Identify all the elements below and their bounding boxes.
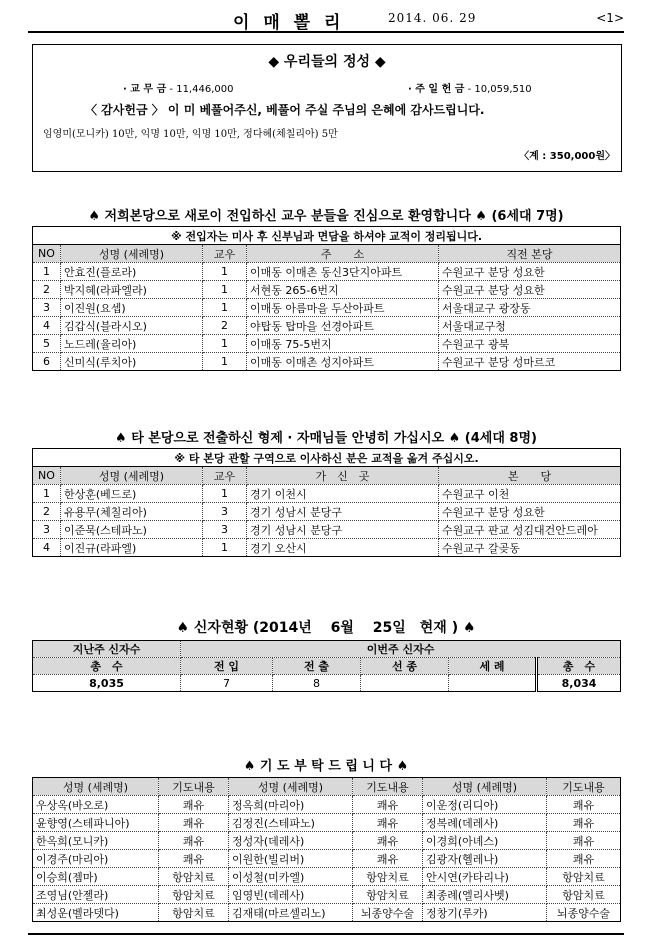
address: 경기 성남시 분당구 (247, 521, 439, 539)
parish: 수원교구 분당 성요한 (439, 263, 621, 281)
member-name: 박지혜(라파엘라) (61, 281, 203, 299)
footer-rule (28, 933, 624, 935)
table-row (33, 317, 621, 335)
prayer-intention: 항암치료 (159, 886, 229, 904)
column-header: 성명 (세례명) (61, 245, 203, 263)
prayer-name: 임영빈(데레사) (229, 886, 353, 904)
died-value (361, 675, 449, 692)
member-name: 노드레(율리아) (61, 335, 203, 353)
member-count: 3 (203, 521, 247, 539)
table-header-row (33, 778, 621, 796)
prayer-intention: 쾌유 (547, 814, 621, 832)
prayer-intention: 쾌유 (353, 814, 423, 832)
prayer-name: 정복례(데레사) (423, 814, 547, 832)
table-row (33, 904, 621, 922)
table-row (33, 353, 621, 371)
bulletin-date: 2014. 06. 29 (388, 11, 477, 25)
this-total-value: 8,034 (537, 675, 621, 692)
address: 경기 오산시 (247, 539, 439, 557)
table-row (33, 281, 621, 299)
stats-table (32, 640, 621, 692)
prayer-intention: 쾌유 (159, 832, 229, 850)
thanks-text: 이 미 베풀어주신, 베풀어 주실 주님의 은혜에 감사드립니다. (167, 103, 485, 117)
address: 이매동 아름마을 두산아파트 (247, 299, 439, 317)
prayer-heading: ♠ 기 도 부 탁 드 립 니 다 ♠ (243, 759, 409, 774)
column-header: 기도내용 (159, 778, 229, 796)
last-week-label: 지난주 신자수 (33, 641, 181, 658)
thanks-people: 임영미(모니카) 10만, 익명 10만, 익명 10만, 정다혜(체칠리아) 5만 (43, 129, 338, 140)
member-name: 이진규(라파엘) (61, 539, 203, 557)
member-name: 김갑식(블라시오) (61, 317, 203, 335)
kyomu-label: · 교 무 금 (123, 84, 167, 95)
prayer-name: 안시연(카타리나) (423, 868, 547, 886)
prayer-intention: 쾌유 (353, 832, 423, 850)
thanks-notice (85, 101, 485, 118)
table-row (33, 299, 621, 317)
parish: 서울대교구청 (439, 317, 621, 335)
parish: 수원교구 판교 성김대건안드레아 (439, 521, 621, 539)
parish: 수원교구 분당 성마르코 (439, 353, 621, 371)
table-row (33, 539, 621, 557)
table-row (33, 868, 621, 886)
prayer-name: 정창기(루카) (423, 904, 547, 922)
table-header-row (33, 467, 621, 485)
row-number: 6 (33, 353, 61, 371)
member-count: 1 (203, 335, 247, 353)
table-row (33, 814, 621, 832)
last-total-label: 총 수 (33, 658, 181, 675)
column-header: 주 소 (247, 245, 439, 263)
transfer-out-note: ※ 타 본당 관할 구역으로 이사하신 분은 교적을 옮겨 주십시오. (33, 449, 621, 467)
page-number: <1> (596, 11, 624, 25)
bulletin-title: 이 매 뽈 리 (233, 13, 345, 33)
transfer-in-table (32, 226, 621, 371)
row-number: 1 (33, 485, 61, 503)
bulletin-header (28, 8, 624, 33)
this-week-label: 이번주 신자수 (181, 641, 621, 658)
member-count: 2 (203, 317, 247, 335)
prayer-name: 최성운(벨라뎃다) (33, 904, 159, 922)
table-row (33, 886, 621, 904)
member-count: 1 (203, 353, 247, 371)
kyomu-value: - 11,446,000 (169, 84, 234, 95)
parish: 수원교구 광북 (439, 335, 621, 353)
prayer-intention: 쾌유 (159, 850, 229, 868)
row-number: 3 (33, 521, 61, 539)
member-name: 유용무(체칠리아) (61, 503, 203, 521)
row-number: 3 (33, 299, 61, 317)
prayer-intention: 항암치료 (159, 904, 229, 922)
member-name: 한상훈(베드로) (61, 485, 203, 503)
offering-title: ◆ 우리들의 정성 ◆ (268, 54, 386, 70)
column-header: 기도내용 (353, 778, 423, 796)
kyomu-sum (123, 80, 233, 95)
baptism-value (449, 675, 537, 692)
prayer-name: 이경주(마리아) (33, 850, 159, 868)
column-header: 가 신 곳 (247, 467, 439, 485)
table-row (33, 832, 621, 850)
member-count: 3 (203, 503, 247, 521)
offering-box (32, 44, 622, 172)
column-header: 교우 (203, 467, 247, 485)
thanks-label: 〈 감사헌금 〉 (85, 103, 164, 117)
prayer-name: 정옥희(마리아) (229, 796, 353, 814)
prayer-name: 이운정(리디아) (423, 796, 547, 814)
column-header: 본 당 (439, 467, 621, 485)
column-header: 직전 본당 (439, 245, 621, 263)
col-died: 선 종 (361, 658, 449, 675)
out-value: 8 (273, 675, 361, 692)
member-name: 이진원(요셉) (61, 299, 203, 317)
address: 경기 이천시 (247, 485, 439, 503)
address: 이매동 이매촌 성지아파트 (247, 353, 439, 371)
table-header-row (33, 245, 621, 263)
row-number: 1 (33, 263, 61, 281)
prayer-name: 이원한(빌리버) (229, 850, 353, 868)
prayer-intention: 뇌종양수술 (547, 904, 621, 922)
prayer-intention: 쾌유 (159, 796, 229, 814)
address: 이매동 75-5번지 (247, 335, 439, 353)
table-row (33, 503, 621, 521)
prayer-name: 김광자(헬레나) (423, 850, 547, 868)
row-number: 4 (33, 539, 61, 557)
member-count: 1 (203, 485, 247, 503)
table-row (33, 263, 621, 281)
prayer-intention: 항암치료 (353, 886, 423, 904)
column-header: NO (33, 467, 61, 485)
prayer-intention: 쾌유 (159, 814, 229, 832)
prayer-intention: 뇌종양수술 (353, 904, 423, 922)
member-name: 이준묵(스테파노) (61, 521, 203, 539)
prayer-name: 이경희(아녜스) (423, 832, 547, 850)
thanks-total: 〈계 : 350,000원〉 (519, 151, 615, 162)
prayer-name: 이성철(미카엘) (229, 868, 353, 886)
member-count: 1 (203, 299, 247, 317)
col-in: 전 입 (181, 658, 273, 675)
parish: 수원교구 이천 (439, 485, 621, 503)
column-header: 성명 (세례명) (33, 778, 159, 796)
header-rule (28, 31, 624, 33)
column-header: NO (33, 245, 61, 263)
in-value: 7 (181, 675, 273, 692)
transfer-out-heading: ♠ 타 본당으로 전출하신 형제 · 자매님들 안녕히 가십시오 ♠ (4세대 8명) (115, 431, 537, 446)
prayer-name: 최종례(엘리사벳) (423, 886, 547, 904)
prayer-intention: 항암치료 (159, 868, 229, 886)
juil-value: - 10,059,510 (467, 84, 532, 95)
col-out: 전 출 (273, 658, 361, 675)
member-name: 안효진(플로라) (61, 263, 203, 281)
row-number: 2 (33, 503, 61, 521)
prayer-name: 김재태(마르셀리노) (229, 904, 353, 922)
prayer-intention: 항암치료 (547, 868, 621, 886)
prayer-intention: 쾌유 (353, 796, 423, 814)
table-row (33, 521, 621, 539)
member-count: 1 (203, 281, 247, 299)
address: 서현동 265-6번지 (247, 281, 439, 299)
juil-label: · 주 일 헌 금 (408, 84, 465, 95)
col-baptism: 세 례 (449, 658, 537, 675)
prayer-name: 조영님(안젤라) (33, 886, 159, 904)
member-name: 신미식(루치아) (61, 353, 203, 371)
prayer-intention: 쾌유 (547, 850, 621, 868)
prayer-name: 우상옥(바오로) (33, 796, 159, 814)
member-count: 1 (203, 263, 247, 281)
table-row (33, 335, 621, 353)
transfer-out-table (32, 448, 621, 557)
prayer-name: 김정진(스테파노) (229, 814, 353, 832)
prayer-name: 한옥희(모니카) (33, 832, 159, 850)
prayer-table (32, 777, 621, 922)
parish: 수원교구 분당 성요한 (439, 281, 621, 299)
member-count: 1 (203, 539, 247, 557)
transfer-in-heading: ♠ 저희본당으로 새로이 전입하신 교우 분들을 진심으로 환영합니다 ♠ (6세대 7명) (88, 209, 564, 224)
prayer-intention: 항암치료 (353, 868, 423, 886)
stats-heading: ♠ 신자현황 (2014년 6월 25일 현재 ) ♠ (176, 620, 476, 636)
prayer-name: 정성자(데레사) (229, 832, 353, 850)
row-number: 5 (33, 335, 61, 353)
address: 경기 성남시 분당구 (247, 503, 439, 521)
column-header: 성명 (세례명) (423, 778, 547, 796)
last-total-value: 8,035 (33, 675, 181, 692)
table-row (33, 485, 621, 503)
column-header: 기도내용 (547, 778, 621, 796)
column-header: 성명 (세례명) (229, 778, 353, 796)
prayer-intention: 쾌유 (353, 850, 423, 868)
table-row (33, 850, 621, 868)
prayer-name: 이승희(젬마) (33, 868, 159, 886)
juil-sum (408, 80, 532, 95)
address: 야탑동 탑마을 선경아파트 (247, 317, 439, 335)
parish: 수원교구 갈곶동 (439, 539, 621, 557)
column-header: 성명 (세례명) (61, 467, 203, 485)
prayer-intention: 쾌유 (547, 796, 621, 814)
prayer-intention: 항암치료 (547, 886, 621, 904)
prayer-intention: 쾌유 (547, 832, 621, 850)
address: 이매동 이매촌 동신3단지아파트 (247, 263, 439, 281)
transfer-in-note: ※ 전입자는 미사 후 신부님과 면담을 하셔야 교적이 정리됩니다. (33, 227, 621, 245)
prayer-name: 윤향영(스테파니아) (33, 814, 159, 832)
table-row (33, 796, 621, 814)
column-header: 교우 (203, 245, 247, 263)
parish: 서울대교구 광장동 (439, 299, 621, 317)
this-total-label: 총 수 (537, 658, 621, 675)
row-number: 2 (33, 281, 61, 299)
row-number: 4 (33, 317, 61, 335)
parish: 수원교구 분당 성요한 (439, 503, 621, 521)
